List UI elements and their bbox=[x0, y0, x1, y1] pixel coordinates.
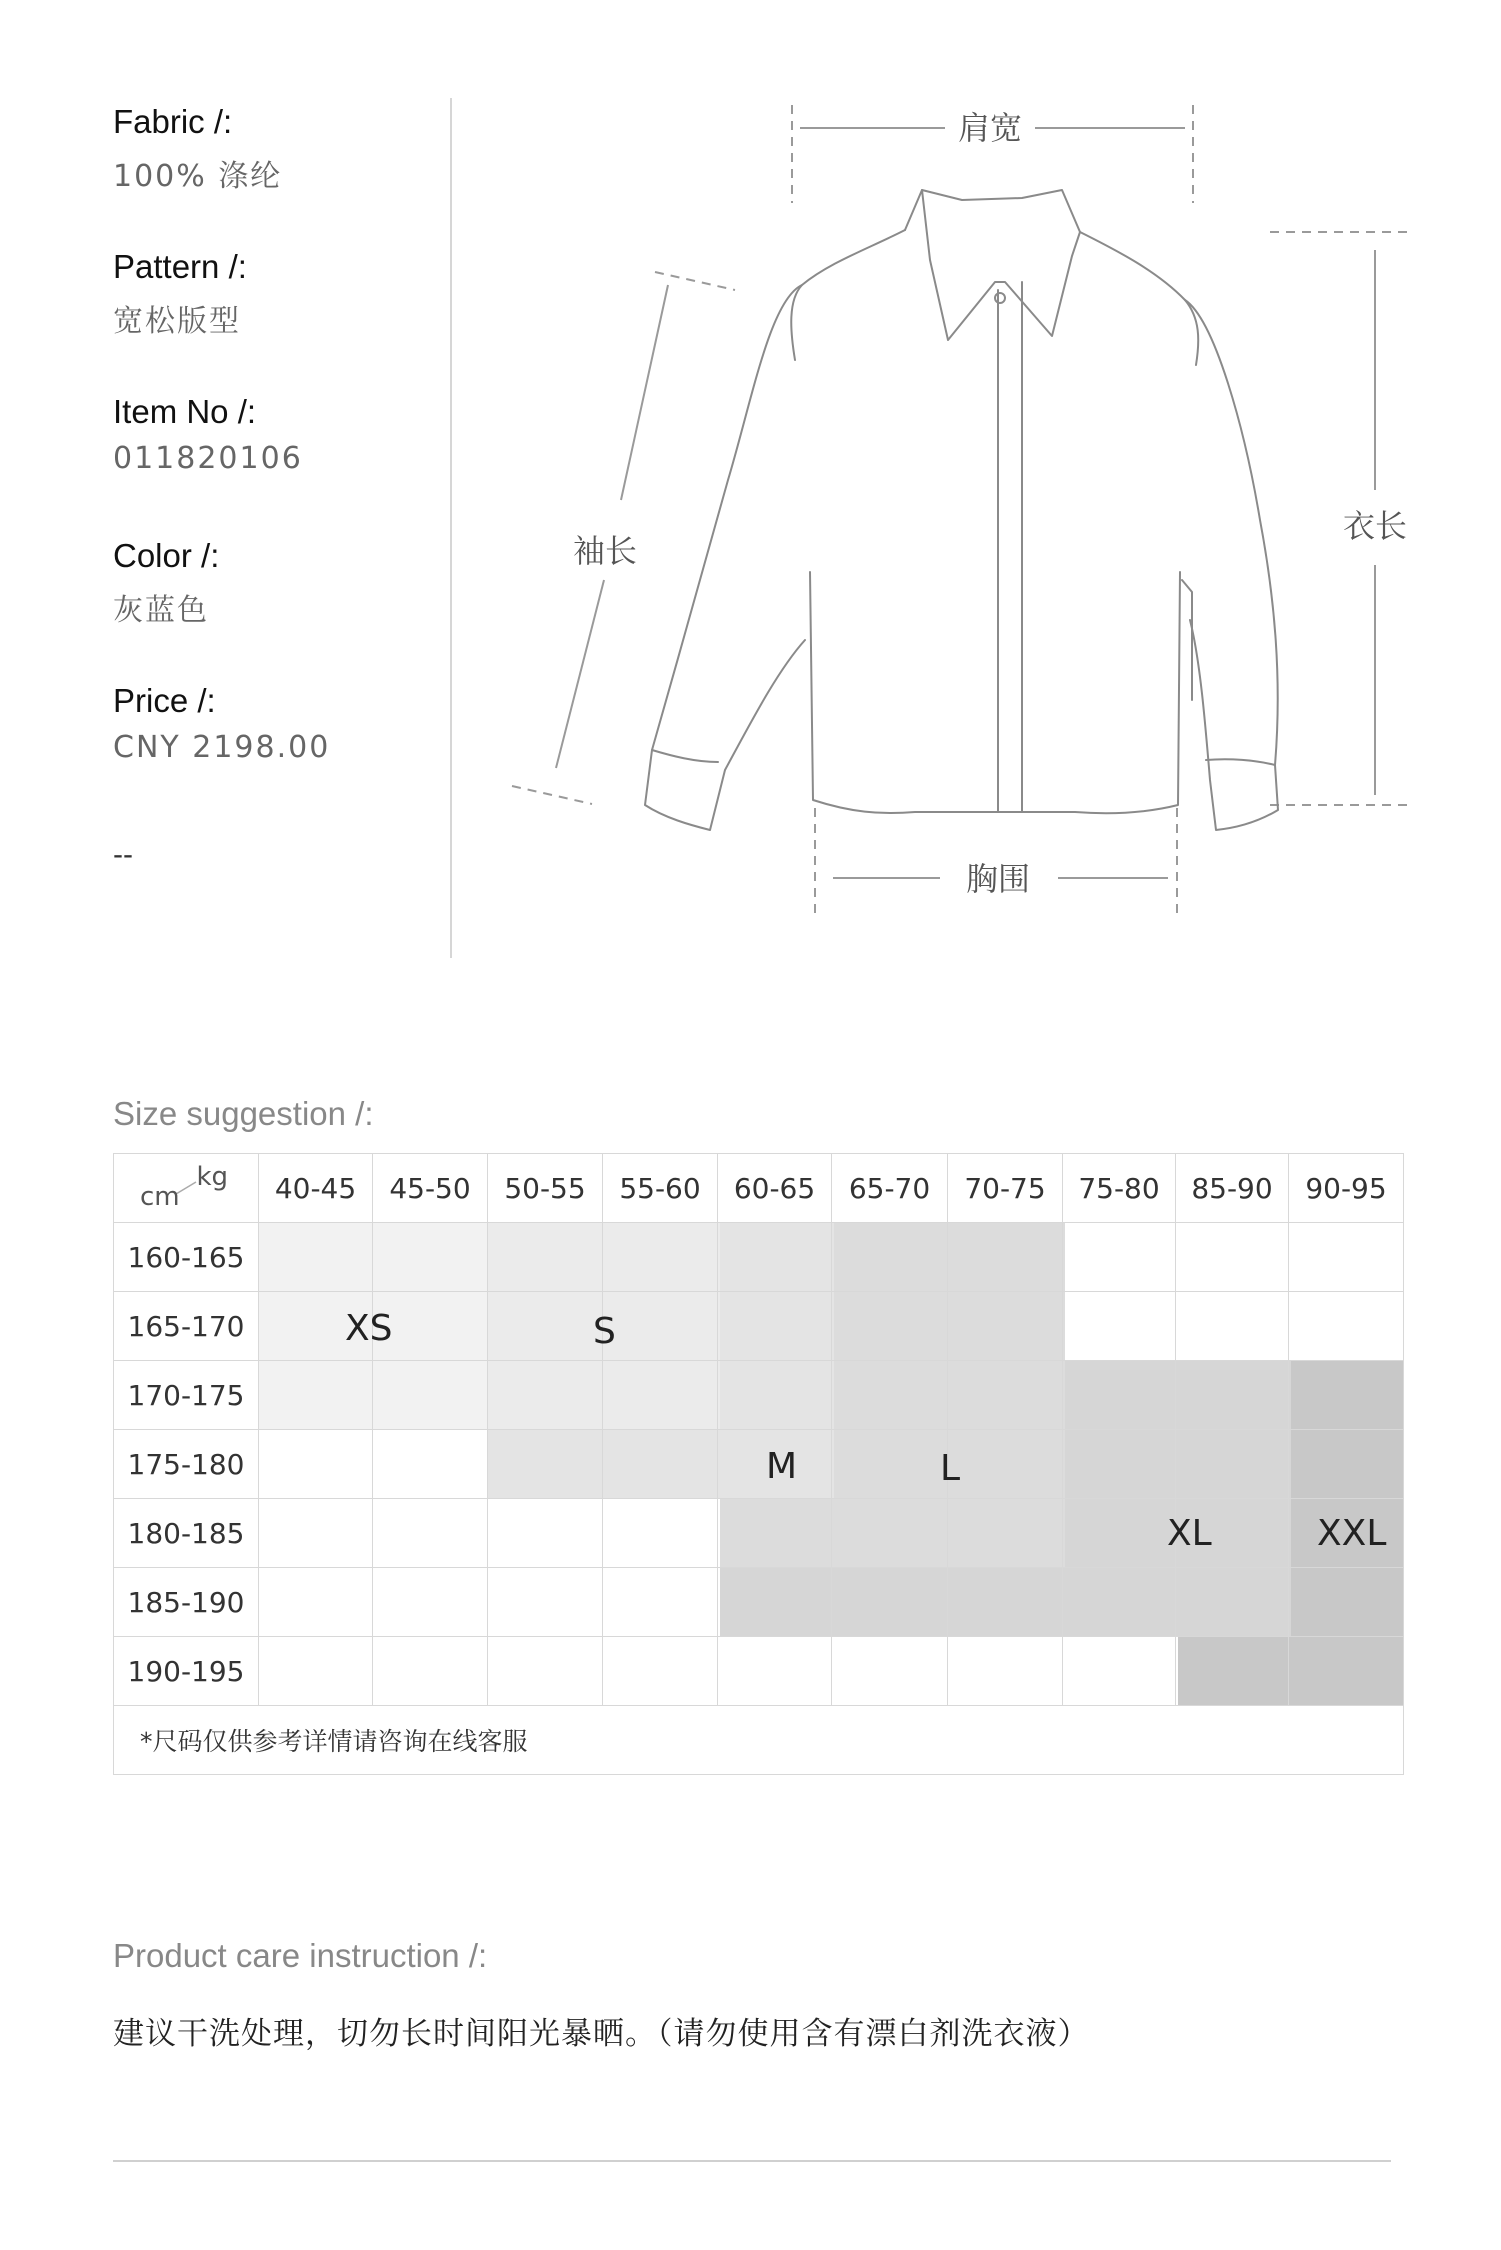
size-label-xl: XL bbox=[1167, 1513, 1212, 1554]
spec-fabric bbox=[113, 103, 282, 195]
spec-value: CNY 2198.00 bbox=[113, 730, 331, 765]
table-row bbox=[114, 1430, 1404, 1499]
shirt-measurement-diagram bbox=[500, 90, 1440, 940]
weight-header: 40-45 bbox=[259, 1154, 373, 1223]
bottom-divider bbox=[113, 2160, 1391, 2162]
corner-cell bbox=[114, 1154, 259, 1223]
note-row bbox=[114, 1706, 1404, 1775]
height-header: 170-175 bbox=[114, 1361, 259, 1430]
kg-label: kg bbox=[196, 1162, 228, 1192]
weight-header: 75-80 bbox=[1063, 1154, 1176, 1223]
spec-value: 100% 涤纶 bbox=[113, 159, 283, 194]
spec-value: 011820106 bbox=[113, 441, 303, 476]
height-header: 180-185 bbox=[114, 1499, 259, 1568]
cm-label: cm bbox=[140, 1182, 180, 1212]
size-label-l: L bbox=[940, 1448, 961, 1489]
weight-header: 45-50 bbox=[373, 1154, 488, 1223]
spec-color bbox=[113, 537, 219, 629]
height-header: 165-170 bbox=[114, 1292, 259, 1361]
spec-label: Item No /: bbox=[113, 393, 257, 430]
table-row bbox=[114, 1568, 1404, 1637]
size-label-xs: XS bbox=[345, 1308, 393, 1349]
table-row bbox=[114, 1223, 1404, 1292]
care-text: 建议干洗处理，切勿长时间阳光暴晒。（请勿使用含有漂白剂洗衣液） bbox=[113, 2016, 1090, 2052]
spec-price bbox=[113, 682, 330, 765]
spec-item-no bbox=[113, 393, 303, 476]
spec-label: Price /: bbox=[113, 682, 216, 719]
height-header: 160-165 bbox=[114, 1223, 259, 1292]
table-row bbox=[114, 1637, 1404, 1706]
spec-label: Pattern /: bbox=[113, 248, 247, 285]
weight-header: 60-65 bbox=[718, 1154, 832, 1223]
height-header: 190-195 bbox=[114, 1637, 259, 1706]
weight-header: 70-75 bbox=[948, 1154, 1063, 1223]
size-label-m: M bbox=[766, 1446, 798, 1487]
shoulder-width-label: 肩宽 bbox=[957, 109, 1023, 147]
height-header: 175-180 bbox=[114, 1430, 259, 1499]
table-row bbox=[114, 1361, 1404, 1430]
weight-header: 90-95 bbox=[1289, 1154, 1404, 1223]
size-suggestion-title: Size suggestion /: bbox=[113, 1095, 374, 1132]
spec-label: Color /: bbox=[113, 537, 220, 574]
body-length-label: 衣长 bbox=[1342, 507, 1408, 545]
weight-header: 50-55 bbox=[488, 1154, 603, 1223]
shirt-outline bbox=[645, 190, 1278, 830]
spec-pattern bbox=[113, 248, 247, 340]
care-title: Product care instruction /: bbox=[113, 1937, 488, 1974]
size-label-s: S bbox=[593, 1311, 616, 1352]
spec-value: 宽松版型 bbox=[113, 304, 241, 339]
weight-header: 85-90 bbox=[1176, 1154, 1289, 1223]
chest-label: 胸围 bbox=[965, 860, 1031, 898]
spec-value: 灰蓝色 bbox=[113, 593, 209, 628]
spec-label: Fabric /: bbox=[113, 103, 233, 140]
corner-diagonal bbox=[114, 1154, 259, 1222]
size-table bbox=[113, 1153, 1404, 1775]
height-header: 185-190 bbox=[114, 1568, 259, 1637]
sleeve-length-label: 袖长 bbox=[572, 532, 638, 570]
weight-header: 65-70 bbox=[832, 1154, 948, 1223]
vertical-divider bbox=[450, 98, 452, 958]
table-row bbox=[114, 1292, 1404, 1361]
table-header-row bbox=[114, 1154, 1404, 1223]
separator-dash: -- bbox=[113, 838, 133, 871]
weight-header: 55-60 bbox=[603, 1154, 718, 1223]
size-label-xxl: XXL bbox=[1317, 1513, 1387, 1554]
size-note: *尺码仅供参考详情请咨询在线客服 bbox=[114, 1706, 1404, 1775]
